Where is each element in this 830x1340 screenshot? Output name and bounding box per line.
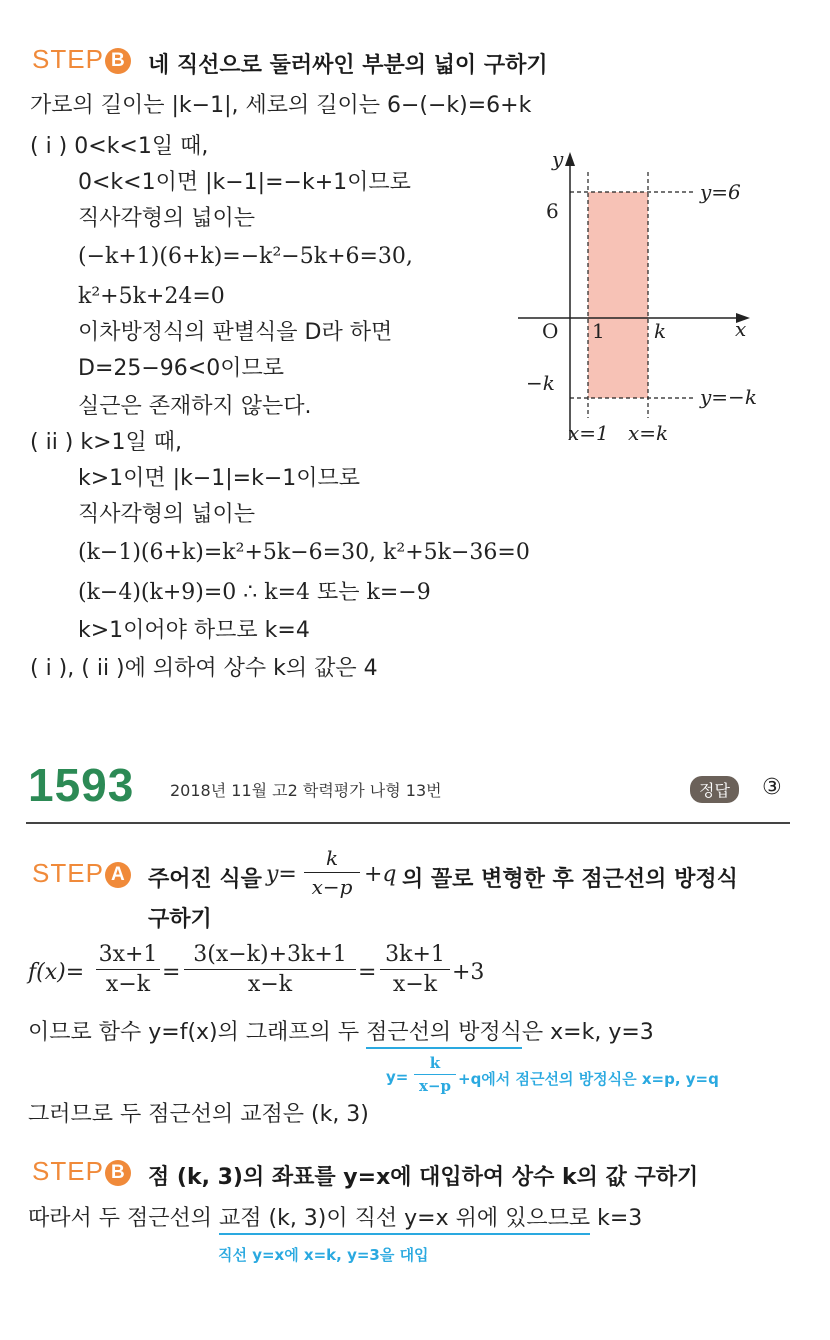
eq-tail: +3: [452, 960, 485, 985]
case-label: ( ii ) k>1일 때,: [30, 430, 183, 455]
section-heading: 점 (k, 3)의 좌표를 y=x에 대입하여 상수 k의 값 구하기: [148, 1165, 699, 1190]
section-heading-line2: 구하기: [148, 907, 212, 932]
x-tick-k: k: [654, 319, 667, 343]
rectangle-graph: [0, 0, 830, 460]
fraction-numerator: 3(x−k)+3k+1: [184, 942, 356, 970]
answer-value: ③: [762, 775, 782, 800]
equation-line: (k−1)(6+k)=k²+5k−6=30, k²+5k−36=0: [78, 540, 530, 565]
step-text: STEP: [32, 858, 104, 888]
solution-line: 0<k<1이면 |k−1|=−k+1이므로: [78, 170, 411, 195]
solution-line: 실근은 존재하지 않는다.: [78, 394, 312, 419]
conclusion-line: ( i ), ( ii )에 의하여 상수 k의 값은 4: [30, 656, 378, 681]
shaded-rectangle: [588, 192, 648, 398]
step-letter-badge: B: [105, 48, 131, 74]
section-heading-cont: 의 꼴로 변형한 후 점근선의 방정식: [402, 867, 738, 892]
intersection-line: 그러므로 두 점근선의 교점은 (k, 3): [28, 1102, 369, 1127]
note-text: +q에서 점근선의 방정식은 x=p, y=q: [458, 1070, 719, 1088]
underlined-text: 교점 (k, 3)이 직선 y=x 위에 있으므로: [219, 1206, 590, 1235]
step-letter-badge: B: [105, 1160, 131, 1186]
solution-line: D=25−96<0이므로: [78, 356, 284, 381]
equation-line: (−k+1)(6+k)=−k²−5k+6=30,: [78, 244, 413, 269]
heading-eq-lhs: y=: [266, 862, 297, 887]
y-tick-neg-k: −k: [526, 371, 555, 395]
fraction-denominator: x−p: [311, 875, 353, 899]
text-segment: k=3: [590, 1206, 643, 1231]
solution-line: 직사각형의 넓이는: [78, 502, 256, 527]
text-segment: 이므로 함수 y=f(x)의 그래프의 두: [28, 1020, 367, 1045]
section-heading: 주어진 식을: [148, 867, 262, 892]
origin-label: O: [542, 319, 559, 343]
fraction-numerator: 3k+1: [380, 942, 450, 970]
step-letter-badge: A: [105, 862, 131, 888]
answer-badge: 정답: [690, 776, 739, 803]
divider: [26, 822, 790, 824]
final-note: 직선 y=x에 x=k, y=3을 대입: [218, 1246, 429, 1264]
note-fraction: [414, 1054, 456, 1095]
label-y-neg-k: y=−k: [700, 385, 757, 409]
fraction-denominator: x−p: [419, 1077, 451, 1095]
fraction-denominator: x−k: [392, 972, 438, 997]
underlined-text: 점근선의 방정식: [366, 1020, 522, 1049]
problem-number: 1593: [28, 759, 135, 811]
solution-line: 가로의 길이는 |k−1|, 세로의 길이는 6−(−k)=6+k: [30, 93, 532, 118]
fraction-3: [380, 942, 450, 997]
final-line: [28, 1208, 642, 1230]
y-axis-label: y: [552, 147, 564, 171]
fraction-2: [184, 942, 356, 997]
fraction-numerator: 3x+1: [96, 942, 160, 970]
section-heading: 네 직선으로 둘러싸인 부분의 넓이 구하기: [148, 53, 548, 78]
eq-equals: =: [162, 960, 181, 985]
equation-line: (k−4)(k+9)=0 ∴ k=4 또는 k=−9: [78, 580, 431, 605]
label-y-6: y=6: [700, 180, 741, 204]
fraction-denominator: x−k: [105, 972, 151, 997]
y-axis-arrow-icon: [565, 152, 575, 166]
y-tick-6: 6: [546, 199, 559, 223]
problem-source: 2018년 11월 고2 학력평가 나형 13번: [170, 781, 442, 800]
fraction-numerator: k: [414, 1054, 456, 1075]
eq-equals: =: [358, 960, 377, 985]
heading-eq-rhs: +q: [364, 862, 397, 887]
heading-fraction: [304, 846, 360, 899]
fraction-denominator: x−k: [247, 972, 293, 997]
solution-line: 이차방정식의 판별식을 D라 하면: [78, 320, 393, 345]
step-text: STEP: [32, 44, 104, 74]
step-b2-label: [32, 1156, 131, 1187]
step-text: STEP: [32, 1156, 104, 1186]
x-tick-1: 1: [592, 319, 605, 343]
eq-lhs: f(x)=: [28, 960, 85, 985]
fraction-numerator: k: [304, 846, 360, 873]
fraction-1: [96, 942, 160, 997]
text-segment: 따라서 두 점근선의: [28, 1206, 219, 1231]
asymptote-line: [28, 1022, 654, 1044]
solution-line: k>1이면 |k−1|=k−1이므로: [78, 466, 361, 491]
label-x-k: x=k: [628, 421, 669, 445]
label-x-1: x=1: [568, 421, 609, 445]
step-a-label: [32, 858, 131, 889]
note-eq-lhs: y=: [386, 1068, 409, 1086]
solution-line: 직사각형의 넓이는: [78, 206, 256, 231]
x-axis-label: x: [735, 317, 747, 341]
solution-line: k>1이어야 하므로 k=4: [78, 618, 310, 643]
text-segment: 은 x=k, y=3: [521, 1020, 654, 1045]
equation-line: k²+5k+24=0: [78, 284, 225, 309]
case-label: ( i ) 0<k<1일 때,: [30, 134, 209, 159]
